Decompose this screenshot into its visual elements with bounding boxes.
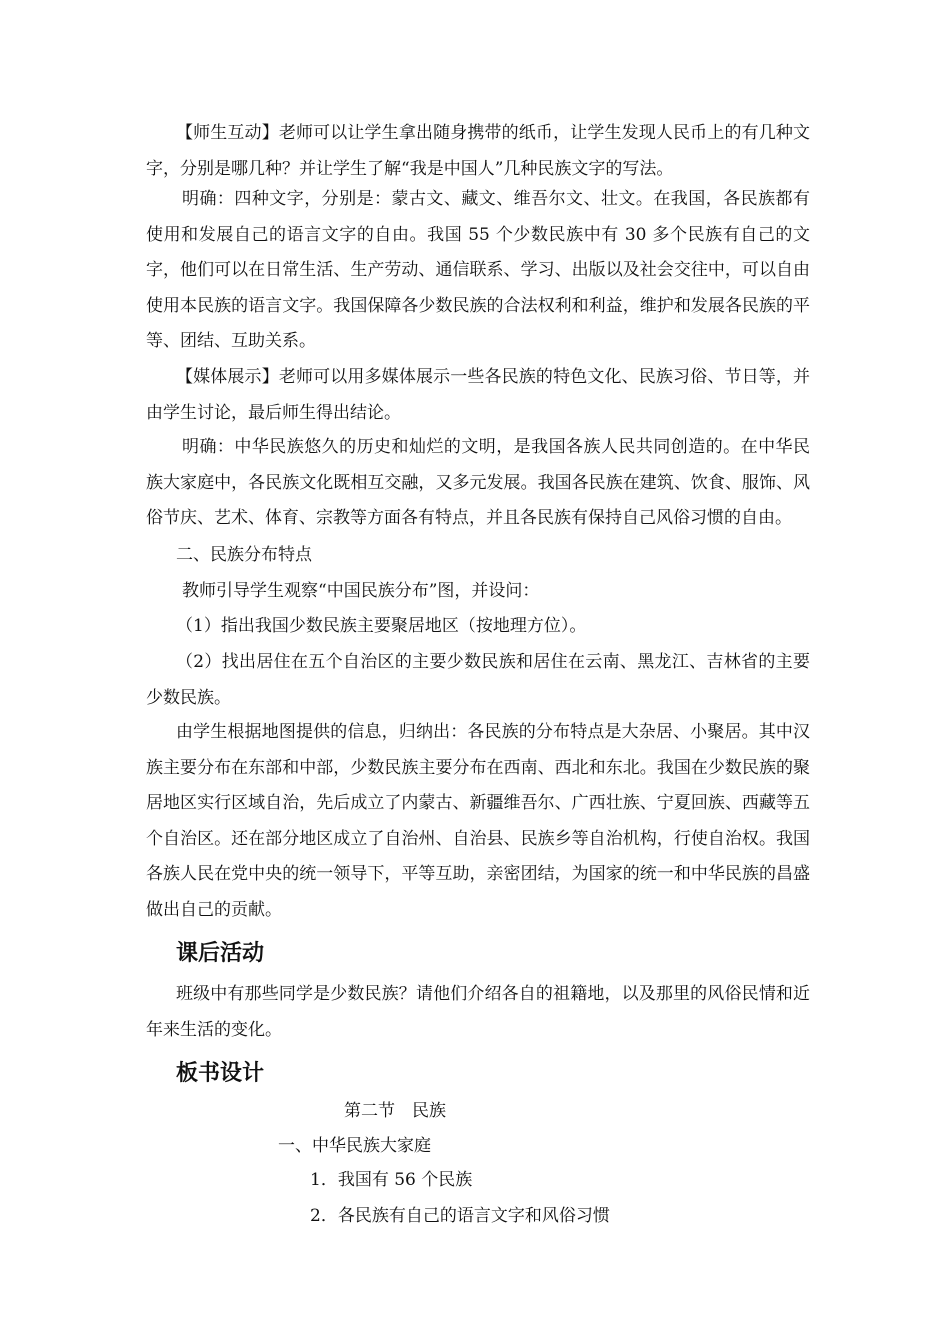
question-2: （2）找出居住在五个自治区的主要少数民族和居住在云南、黑龙江、吉林省的主要少数民族。 bbox=[146, 652, 810, 708]
question-1: （1）指出我国少数民族主要聚居地区（按地理方位）。 bbox=[176, 616, 587, 636]
paragraph-after-class-activity: 班级中有那些同学是少数民族？请他们介绍各自的祖籍地，以及那里的风俗民情和近年来生活的变化。 bbox=[146, 984, 810, 1040]
board-item-1: 1．我国有 56 个民族 bbox=[310, 1170, 473, 1190]
paragraph-media-display bbox=[146, 360, 810, 431]
board-item-2: 2．各民族有自己的语言文字和风俗习惯 bbox=[310, 1206, 610, 1226]
paragraph-teacher-student-interaction bbox=[146, 116, 810, 187]
paragraph-clarification-scripts: 明确：四种文字，分别是：蒙古文、藏文、维吾尔文、壮文。在我国，各民族都有使用和发展自己的语言文字的自由。我国 55 个少数民族中有 30 多个民族有自己的文字，他们可以在日常生活、生产劳动、通信联系、学习、出版以及社会交往中，可以自由使用本民族的语言文字。我国保障各少数民族的合法权利和利益，维护和发展各民族的平等、团结、互助关系。 bbox=[146, 189, 810, 351]
paragraph-clarification-culture: 明确：中华民族悠久的历史和灿烂的文明，是我国各族人民共同创造的。在中华民族大家庭中，各民族文化既相互交融，又多元发展。我国各民族在建筑、饮食、服饰、风俗节庆、艺术、体育、宗教等方面各有特点，并且各民族有保持自己风俗习惯的自由。 bbox=[146, 437, 810, 528]
paragraph-text: 老师可以让学生拿出随身携带的纸币，让学生发现人民币上的有几种文字，分别是哪几种？并让学生了解“我是中国人”几种民族文字的写法。 bbox=[146, 123, 811, 179]
paragraph-label: 【师生互动】 bbox=[176, 123, 279, 143]
heading-after-class-activity: 课后活动 bbox=[176, 941, 265, 966]
heading-board-design: 板书设计 bbox=[176, 1061, 265, 1086]
board-title: 第二节 民族 bbox=[344, 1101, 446, 1121]
board-section-1: 一、中华民族大家庭 bbox=[278, 1136, 431, 1156]
paragraph-label: 【媒体展示】 bbox=[176, 367, 279, 387]
section-heading-distribution: 二、民族分布特点 bbox=[176, 545, 312, 565]
paragraph-teacher-guidance: 教师引导学生观察“中国民族分布”图，并设问： bbox=[182, 581, 540, 601]
paragraph-distribution-summary: 由学生根据地图提供的信息，归纳出：各民族的分布特点是大杂居、小聚居。其中汉族主要分布在东部和中部，少数民族主要分布在西南、西北和东北。我国在少数民族的聚居地区实行区域自治，先后成立了内蒙古、新疆维吾尔、广西壮族、宁夏回族、西藏等五个自治区。还在部分地区成立了自治州、自治县、民族乡等自治机构，行使自治权。我国各族人民在党中央的统一领导下，平等互助，亲密团结，为国家的统一和中华民族的昌盛做出自己的贡献。 bbox=[146, 722, 810, 920]
paragraph-text: 老师可以用多媒体展示一些各民族的特色文化、民族习俗、节日等，并由学生讨论，最后师生得出结论。 bbox=[146, 367, 811, 423]
